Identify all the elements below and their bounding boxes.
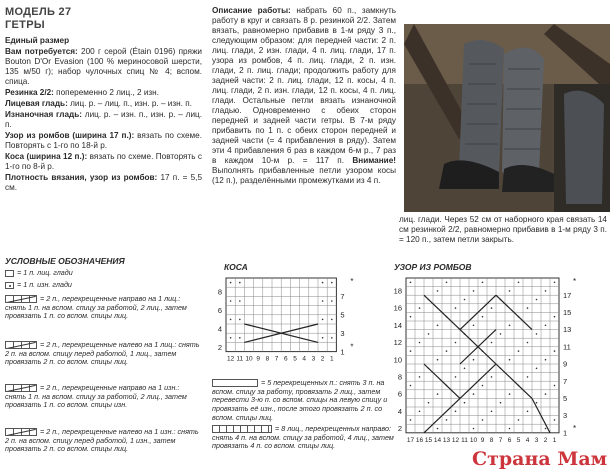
note-eight-crossed: = 8 лиц., перекрещенных направо: снять 4 п. на вспом. спицу за работой, 4 лиц., затем провязать 4 п. со вспом. спицы лиц. [212,424,394,451]
purl-dot [239,337,241,339]
row-label-right: 5 [340,310,345,320]
purl-dot [446,282,448,284]
knit-symbol-icon [5,270,14,277]
purl-dot [322,319,324,321]
purl-dot [419,307,421,309]
purl-dot [428,402,430,404]
size-line: Единый размер [5,36,70,46]
purl-dot [437,393,439,395]
purl-dot [554,350,556,352]
column-label: 16 [415,436,424,444]
repeat-marker-bottom: * [573,423,577,433]
purl-dot [464,368,466,370]
purl-dot [554,385,556,387]
row-label-right: 15 [563,307,572,317]
legend-cross-right-purl: = 2 п., перекрещенные направо на 1 изн.: снять 1 п. на вспом. спицу за работой, 2 лиц., затем провязать 1 п. со вспом. спицы изн. [5,383,187,410]
purl-dot [437,325,439,327]
row-label-left: 6 [217,305,222,315]
gauge-paragraph: Плотность вязания, узор из ромбов: 17 п. = 5,5 см. [5,173,202,193]
column-label: 10 [245,355,253,363]
row-label-right: 7 [563,376,568,386]
column-label: 11 [461,436,468,444]
column-label: 12 [451,436,460,444]
purl-dot [509,359,511,361]
legend-cross-left-purl: = 2 п., перекрещенные налево на 1 изн.: снять 2 п. на вспом. спицу перед работой, 1 изн., затем провязать 2 п. со вспом. спицы лиц. [5,427,199,454]
column-label: 1 [329,355,334,363]
legend-purl: = 1 п. изн. глади [5,281,201,290]
row-label-left: 8 [397,372,402,382]
purl-dot [331,337,333,339]
purl-dot [482,316,484,318]
purl-dot [331,319,333,321]
purl-dot [527,307,529,309]
row-label-left: 6 [397,389,402,399]
cross-right-symbol-icon [5,295,37,303]
rib-paragraph: Резинка 2/2: попеременно 2 лиц., 2 изн. [5,88,159,98]
row-label-right: 5 [563,393,568,403]
purl-dot [464,299,466,301]
purl-dot [446,419,448,421]
purl-dot [455,376,457,378]
purl-dot [419,376,421,378]
column-label: 13 [442,436,451,444]
cross-left-symbol-icon [5,341,37,349]
column-label: 12 [226,355,235,363]
purl-dot [545,428,547,430]
row-label-right: 1 [340,347,345,357]
column-label: 4 [525,436,530,444]
purl-dot [230,319,232,321]
cable-pattern-paragraph: Коса (ширина 12 п.): вязать по схеме. Повторять с 1-го по 8-й р. [5,152,202,172]
purl-dot [491,342,493,344]
row-label-right: 7 [340,292,345,302]
cable-notes [212,379,400,451]
cross-right-purl-symbol-icon [5,384,37,392]
purl-dot [473,290,475,292]
purl-dot [410,350,412,352]
purl-dot [473,393,475,395]
purl-dot [455,342,457,344]
legend-cross-left: = 2 п., перекрещенные налево на 1 лиц.: снять 2 п. на вспом. спицу перед работой, 1 лиц., затем провязать 2 п. со вспом. спицы лиц. [5,340,200,367]
row-label-right: 3 [563,411,568,421]
repeat-marker-bottom: * [350,342,354,352]
purl-dot [331,282,333,284]
column-label: 14 [433,436,442,444]
purl-dot [554,316,556,318]
column-label: 1 [552,436,557,444]
model-title: МОДЕЛЬ 27 [5,6,72,18]
cross-left-purl-symbol-icon [5,428,37,436]
purl-dot [536,368,538,370]
purl-dot [455,307,457,309]
purl-dot [239,300,241,302]
row-label-right: 11 [563,342,571,352]
left-column [5,6,202,194]
purl-dot [410,385,412,387]
column-label: 9 [256,355,261,363]
row-label-left: 18 [393,286,402,296]
purl-dot [500,333,502,335]
cable-chart-title: КОСА [224,262,248,272]
row-label-left: 4 [397,406,402,416]
purl-dot [536,402,538,404]
legend-knit: = 1 п. лиц. глади [5,269,201,278]
purl-dot [239,319,241,321]
legend-cross-right: = 2 п., перекрещенные направо на 1 лиц.: снять 1 п. на вспом. спицу за работой, 2 лиц., затем провязать 1 п. со вспом. спицы лиц. [5,294,187,321]
watermark-logo: Страна Мам [472,448,608,470]
purl-dot [554,282,556,284]
purl-dot [331,300,333,302]
column-label: 5 [516,436,521,444]
legend-title: УСЛОВНЫЕ ОБОЗНАЧЕНИЯ [5,256,125,266]
purl-dot [518,282,520,284]
purl-dot [437,428,439,430]
purl-dot [230,337,232,339]
row-label-left: 8 [217,287,222,297]
purl-dot [473,325,475,327]
column-label: 11 [236,355,244,363]
cable-chart [210,274,360,364]
column-label: 9 [480,436,485,444]
purl-dot [545,359,547,361]
row-label-left: 2 [397,424,402,434]
purl-dot [322,300,324,302]
purl-dot [545,393,547,395]
purl-dot [509,428,511,430]
purl-dot [509,290,511,292]
column-label: 8 [489,436,494,444]
purl-dot [473,359,475,361]
purl-dot [545,290,547,292]
diamond-chart-title: УЗОР ИЗ РОМБОВ [394,262,472,272]
column-label: 10 [469,436,478,444]
purl-dot [428,333,430,335]
purl-dot [419,411,421,413]
purl-dot [410,419,412,421]
middle-column [212,6,396,187]
row-label-right: 13 [563,325,572,335]
row-label-left: 2 [217,342,222,352]
purl-dot [239,282,241,284]
purl-dot [473,428,475,430]
row-label-right: 3 [340,328,345,338]
photo-illustration [404,24,610,212]
column-label: 7 [498,436,503,444]
continuation-paragraph: лиц. глади. Через 52 см от наборного края связать 14 см резинкой 2/2, равномерно прибавив в 1-м ряду 3 п. = 120 п., затем петли закрыть. [399,215,607,244]
row-label-left: 12 [393,338,402,348]
purl-dot [482,282,484,284]
column-label: 6 [283,355,288,363]
diamond-chart [386,274,586,458]
column-label: 6 [507,436,512,444]
row-label-left: 14 [393,320,402,330]
purl-dot [322,282,324,284]
purl-dot [500,402,502,404]
materials-paragraph: Вам потребуется: 200 г серой (Étain 0196) пряжи Bouton D'Or Evasion (100 % мериносовой шерсти, 135 м/50 г); набор чулочных спиц № 4; вспом. спица. [5,47,202,87]
row-label-right: 1 [563,428,568,438]
purl-dot [518,419,520,421]
purl-dot [230,300,232,302]
column-label: 3 [534,436,539,444]
purl-dot [527,342,529,344]
purl-dot [491,307,493,309]
purl-dot [482,419,484,421]
purl-dot [455,411,457,413]
column-label: 15 [424,436,433,444]
column-label: 3 [311,355,316,363]
purl-dot [446,350,448,352]
description-paragraph: Описание работы: набрать 60 п., замкнуть работу в круг и связать 8 р. резинкой 2/2. Затем вязать, равномерно прибавив в 1-м ряду 3 п., следующим образом: для передней части: 2 п. лиц. глади, 2 изн. глади, 4 п. лиц. глади, 17 п. узора из ромбов, 4 п. лиц. глади, 2 п. изн. глади, 2 п. лиц. глади; продолжить работу для задней части: 2 п. лиц. глади, 12 п. косы, 4 п. лиц. глади, 2 п. изн. глади, 12 п. косы, 4 п. лиц. глади. Остальные петли вязать изнаночной гладью. Одновременно с обеих сторон передней и задней части гетры. В 7-м ряду прибавить по 1 п. с обеих сторон передней и задней части (= 4 прибавления в ряду). Затем эти 4 прибавления 6 раз в каждом 6-м р., 7 раз в каждом 10-м р. = 117 п. Внимание! Выполнять прибавленные петли узором косы (12 п.), разделёнными промежутками из 4 п. [212,6,397,185]
purl-dot [437,359,439,361]
purl-dot [419,342,421,344]
row-label-right: 9 [563,359,568,369]
purl-dot [322,337,324,339]
purl-dot [536,299,538,301]
purl-dot [545,325,547,327]
purl-dot [509,325,511,327]
purl-symbol-icon [5,282,14,289]
purl-dot [410,316,412,318]
column-label: 17 [406,436,415,444]
reverse-stockinette-paragraph: Изнаночная гладь: лиц. р. – изн. п., изн. р. – лиц. п. [5,110,202,130]
column-label: 4 [302,355,307,363]
leg-warmers-photo [404,24,610,212]
stockinette-paragraph: Лицевая гладь: лиц. р. – лиц. п., изн. р. – изн. п. [5,99,192,109]
purl-dot [410,282,412,284]
row-label-right: 17 [563,290,572,300]
column-label: 2 [543,436,548,444]
purl-dot [491,411,493,413]
purl-dot [437,290,439,292]
purl-dot [518,350,520,352]
diamond-pattern-paragraph: Узор из ромбов (ширина 17 п.): вязать по схеме. Повторять с 1-го по 18-й р. [5,131,202,151]
repeat-marker-top: * [350,277,354,286]
repeat-marker-top: * [573,277,577,286]
purl-dot [536,333,538,335]
purl-dot [554,419,556,421]
purl-dot [230,282,232,284]
purl-dot [509,393,511,395]
purl-dot [491,376,493,378]
note-five-crossed: = 5 перекрещенных п.: снять 3 п. на вспом. спицу за работу, провязать 2 лиц., затем перевести 3-ю п. со вспом. спицы на левую спицу и провязать её изн., после этого провязать 2 п. со вспом. спицы лиц. [212,378,388,422]
column-label: 2 [320,355,325,363]
row-label-left: 10 [393,355,402,365]
row-label-left: 4 [217,324,222,334]
column-label: 5 [293,355,297,363]
column-label: 7 [274,355,279,363]
purl-dot [482,385,484,387]
item-title: ГЕТРЫ [5,18,45,31]
purl-dot [464,402,466,404]
row-label-left: 16 [393,303,402,313]
column-label: 8 [265,355,270,363]
purl-dot [527,411,529,413]
purl-dot [527,376,529,378]
